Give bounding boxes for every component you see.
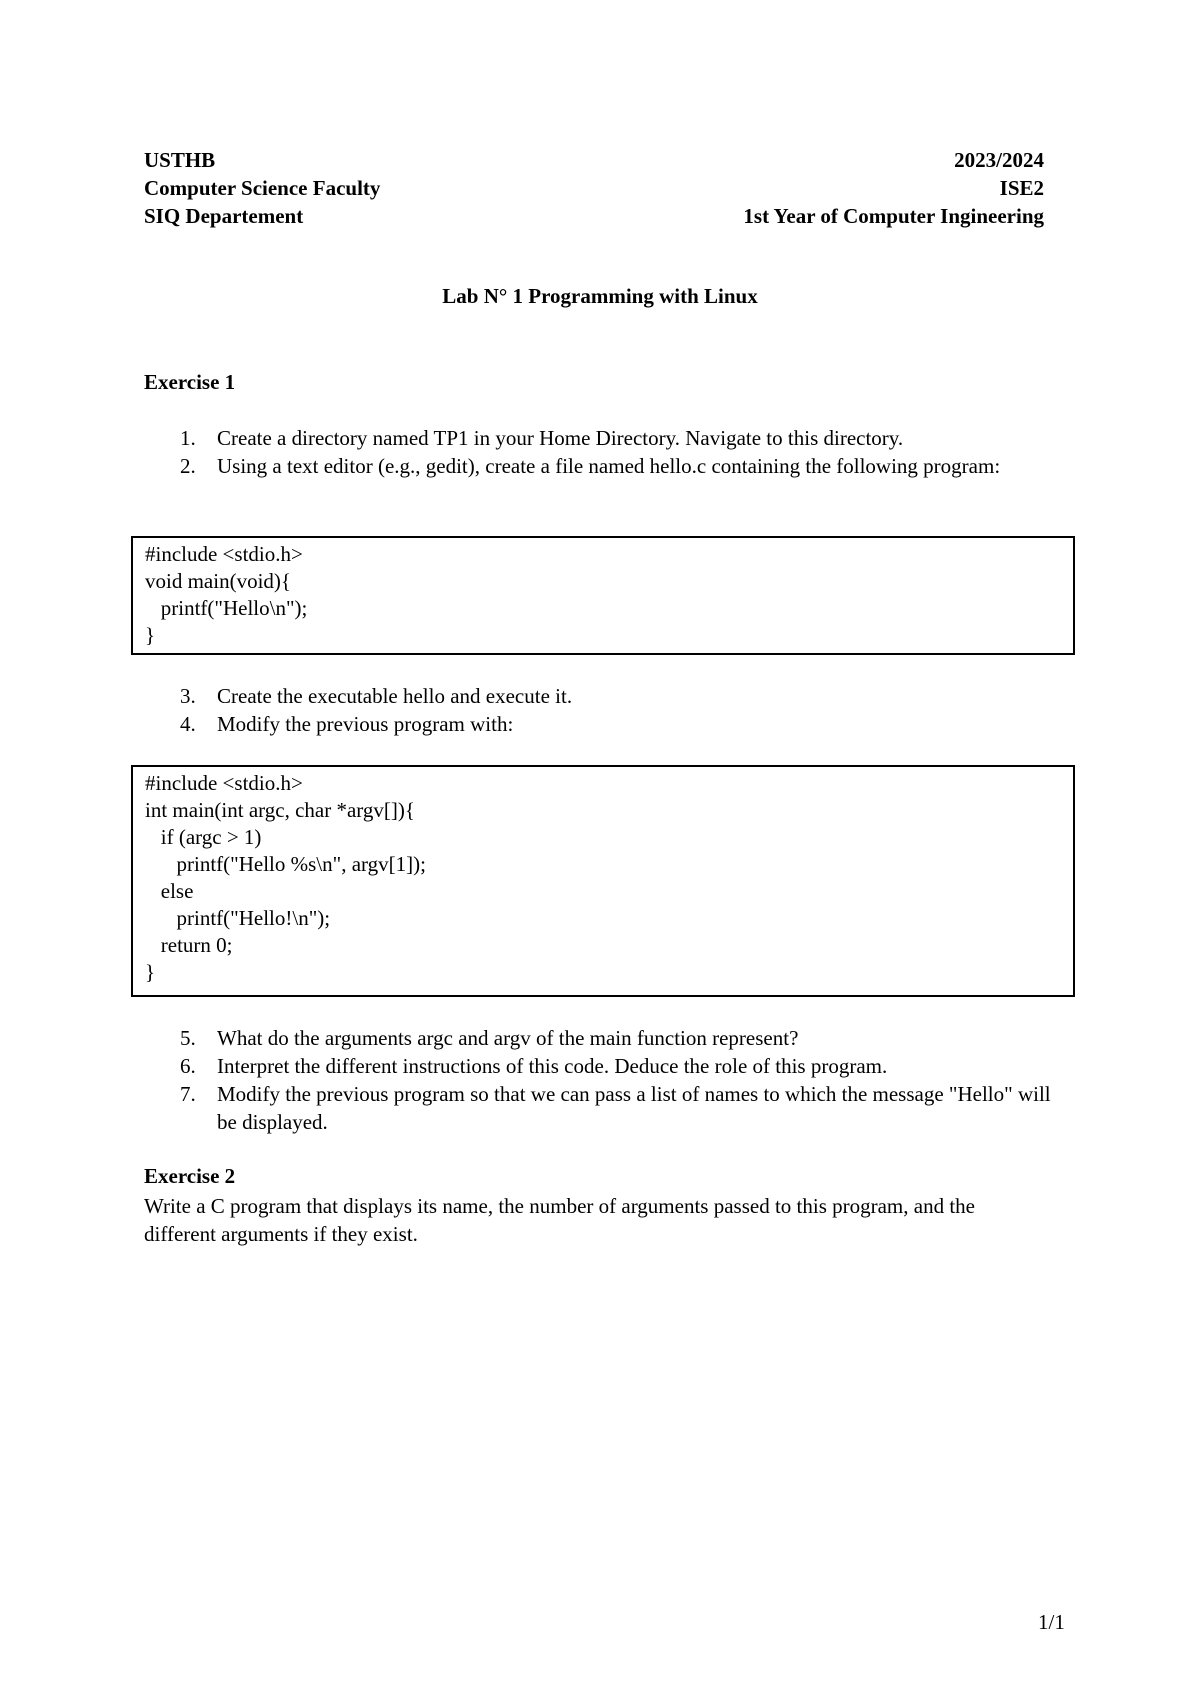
code-line: } [145, 960, 156, 984]
list-item-text: Create a directory named TP1 in your Home Directory. Navigate to this directory. [217, 426, 904, 450]
code-line: } [145, 623, 156, 647]
academic-year: 2023/2024 [954, 148, 1044, 172]
list-item-number: 5. [180, 1026, 196, 1050]
list-item-text: Modify the previous program with: [217, 712, 514, 736]
page-title: Lab N° 1 Programming with Linux [442, 284, 758, 308]
list-item [144, 682, 1064, 710]
code-line: int main(int argc, char *argv[]){ [145, 798, 415, 822]
exercise-2-heading: Exercise 2 [144, 1164, 236, 1188]
list-item-text: Modify the previous program so that we can pass a list of names to which the message "Hello" will be displayed. [217, 1082, 1051, 1134]
list-item-text: What do the arguments argc and argv of the main function represent? [217, 1026, 799, 1050]
list-item-number: 7. [180, 1082, 196, 1106]
list-item [144, 424, 1064, 452]
code-line: printf("Hello\n"); [145, 596, 308, 620]
exercise-1-list-a [144, 424, 1064, 480]
header-row-2 [144, 174, 1044, 202]
list-item-text: Create the executable hello and execute it. [217, 684, 573, 708]
list-item [144, 1080, 1064, 1136]
code-line: void main(void){ [145, 569, 291, 593]
code-line: return 0; [145, 933, 233, 957]
list-item [144, 452, 1064, 480]
list-item-number: 6. [180, 1054, 196, 1078]
faculty-name: Computer Science Faculty [144, 176, 381, 200]
list-item [144, 1052, 1064, 1080]
code-block-hello [131, 536, 1075, 655]
year-level: 1st Year of Computer Ingineering [743, 204, 1044, 228]
code-line: if (argc > 1) [145, 825, 262, 849]
code-line: else [145, 879, 194, 903]
exercise-1-heading: Exercise 1 [144, 370, 236, 394]
header [144, 146, 1044, 230]
list-item [144, 1024, 1064, 1052]
list-item-text: Using a text editor (e.g., gedit), create a file named hello.c containing the following program: [217, 454, 1001, 478]
list-item-number: 4. [180, 712, 196, 736]
list-item-number: 2. [180, 454, 196, 478]
code-line: #include <stdio.h> [145, 542, 303, 566]
code-line: #include <stdio.h> [145, 771, 303, 795]
page-number: 1/1 [1038, 1610, 1065, 1634]
list-item-number: 1. [180, 426, 196, 450]
exercise-1-list-b [144, 682, 1064, 738]
university-name: USTHB [144, 148, 216, 172]
list-item [144, 710, 1064, 738]
department-name: SIQ Departement [144, 204, 304, 228]
list-item-text: Interpret the different instructions of this code. Deduce the role of this program. [217, 1054, 888, 1078]
header-row-3 [144, 202, 1044, 230]
exercise-2-text: Write a C program that displays its name, the number of arguments passed to this program, and the different arguments if they exist. [144, 1194, 975, 1246]
program-code: ISE2 [999, 176, 1044, 200]
list-item-number: 3. [180, 684, 196, 708]
header-row-1 [144, 146, 1044, 174]
code-block-argv [131, 765, 1075, 997]
exercise-1-list-c [144, 1024, 1064, 1136]
code-line: printf("Hello!\n"); [145, 906, 331, 930]
code-line: printf("Hello %s\n", argv[1]); [145, 852, 426, 876]
